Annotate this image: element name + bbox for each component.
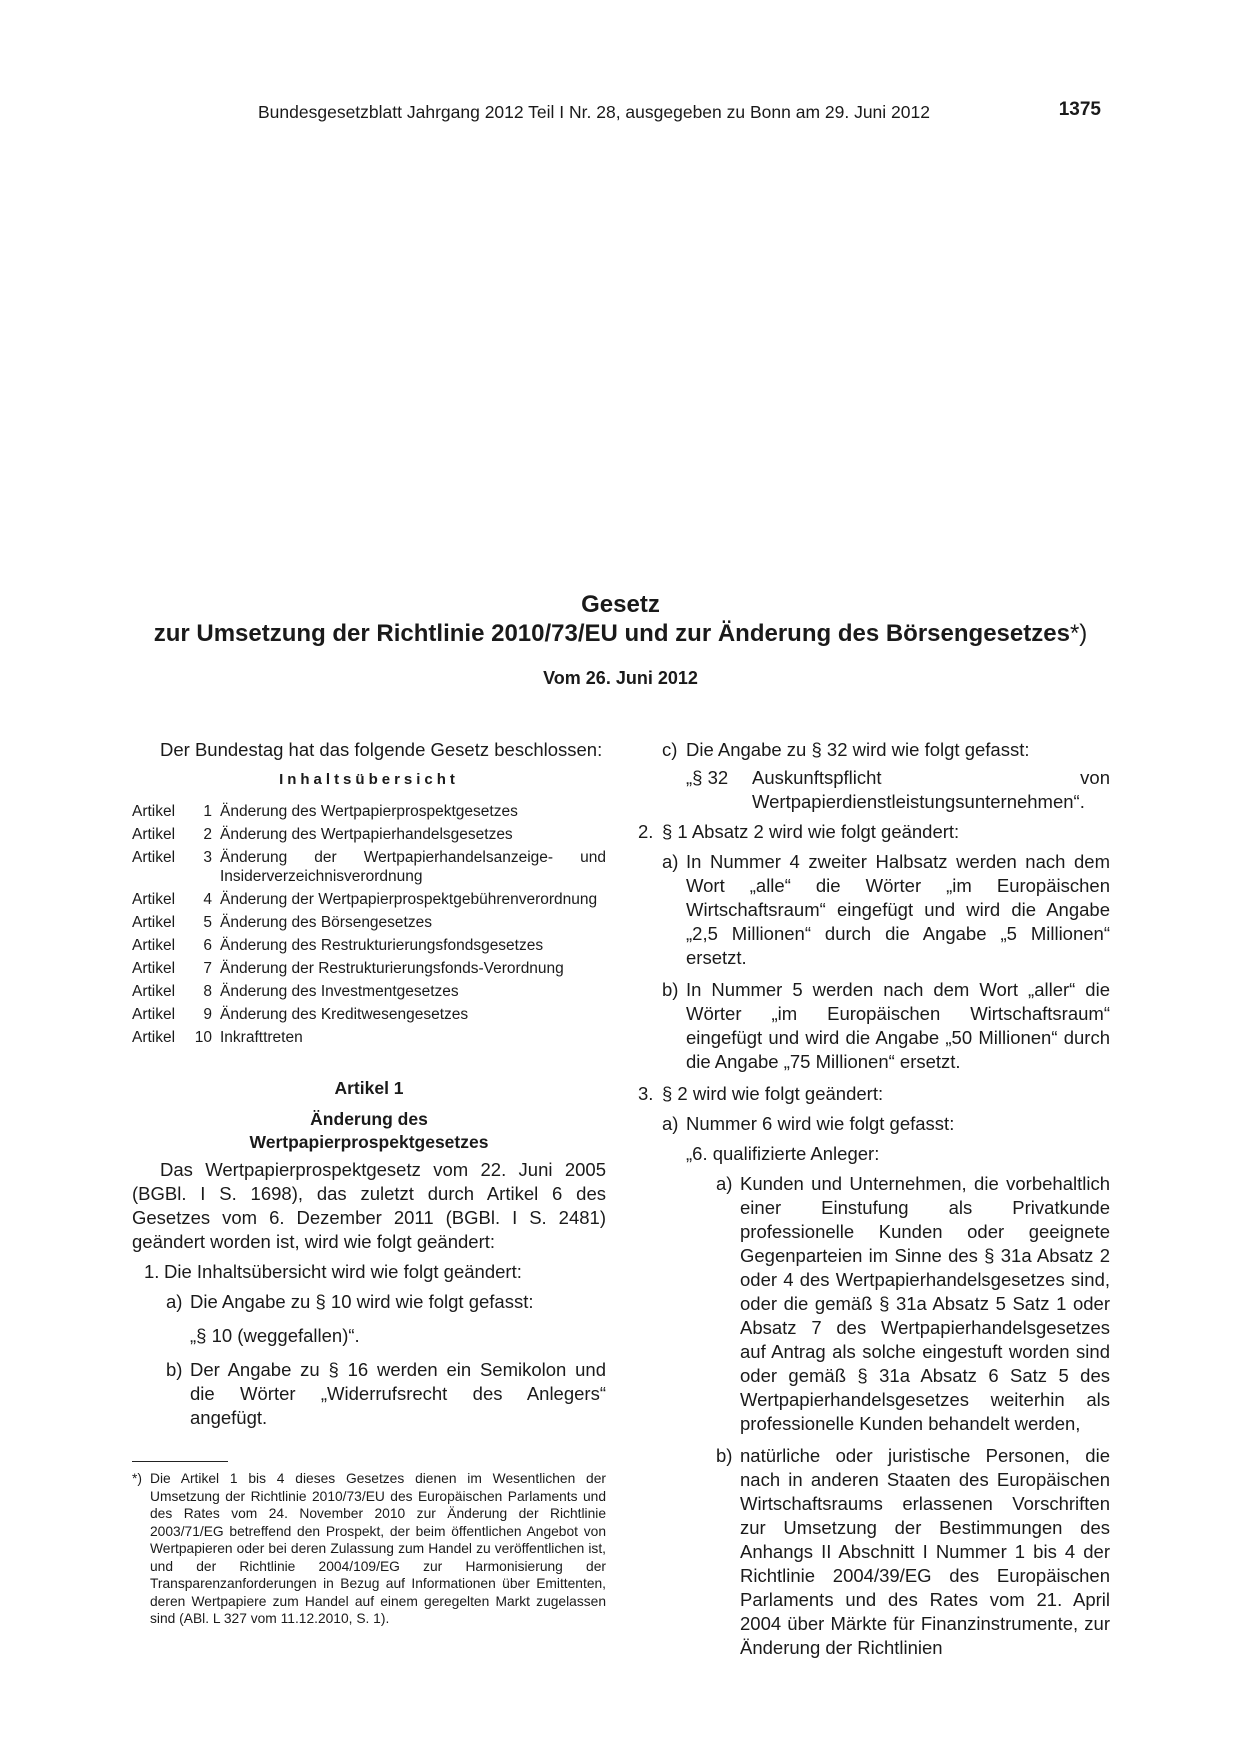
- toc-article-title: Änderung der Wertpapierhandelsanzeige- und Insiderverzeichnisverordnung: [220, 849, 606, 885]
- toc-article-label: Artikel: [132, 849, 176, 866]
- title-text: zur Umsetzung der Richtlinie 2010/73/EU und zur Änderung des Börsengesetzes: [153, 620, 1070, 647]
- list-text: § 1 Absatz 2 wird wie folgt geändert:: [662, 821, 960, 842]
- table-of-contents: [132, 802, 606, 1047]
- toc-article-number: 3: [203, 849, 212, 866]
- running-head: Bundesgesetzblatt Jahrgang 2012 Teil I Nr. 28, ausgegeben zu Bonn am 29. Juni 2012: [258, 102, 930, 122]
- toc-article-label: Artikel: [132, 960, 176, 977]
- toc-article-title: Änderung des Wertpapierprospektgesetzes: [220, 803, 518, 820]
- toc-article-number: 6: [203, 937, 212, 954]
- list-text: In Nummer 5 werden nach dem Wort „aller“ die Wörter „im Europäischen Wirtschaftsraum“ eingefügt und wird die Angabe „50 Millionen“ durch die Angabe „75 Millionen“ ersetzt.: [686, 979, 1110, 1072]
- quote-item: [636, 766, 1110, 814]
- toc-article-number: 10: [194, 1029, 212, 1046]
- list-text: natürliche oder juristische Personen, die nach in anderen Staaten des Europäischen Wirtschaftsraums erlassenen Vorschriften zur Umsetzung der Bestimmungen des Anhangs II Abschnitt I Nummer 1 bis 4 der Richtlinie 2004/39/EG des Europäischen Parlaments und des Rates vom 21. April 2004 über Märkte für Finanzinstrumente, zur Änderung der Richtlinien: [740, 1445, 1110, 1658]
- article1-subtitle-line2: Wertpapierprospektgesetzes: [249, 1132, 489, 1152]
- footnote-marker[interactable]: *): [1069, 620, 1088, 647]
- toc-row[interactable]: [132, 890, 606, 909]
- toc-article-title: Änderung des Börsengesetzes: [220, 914, 432, 931]
- list-item: [636, 1112, 1110, 1136]
- footnote-divider: [132, 1461, 228, 1462]
- intro-paragraph: Der Bundestag hat das folgende Gesetz beschlossen:: [160, 739, 603, 760]
- list-label: 3.: [638, 1083, 654, 1104]
- list-item: [132, 1290, 606, 1314]
- list-label: b): [716, 1445, 733, 1466]
- article1-subtitle-line1: Änderung des: [310, 1109, 428, 1129]
- toc-article-title: Inkrafttreten: [220, 1029, 303, 1046]
- list-item: [636, 738, 1110, 762]
- toc-article-title: Änderung des Investmentgesetzes: [220, 983, 459, 1000]
- list-text: In Nummer 4 zweiter Halbsatz werden nach dem Wort „alle“ die Wörter „im Europäischen Wirtschaftsraum“ eingefügt und wird die Angabe „2,5 Millionen“ durch die Angabe „5 Millionen“ ersetzt.: [686, 851, 1110, 968]
- list-label: c): [662, 739, 678, 760]
- toc-article-label: Artikel: [132, 891, 176, 908]
- toc-article-label: Artikel: [132, 1006, 176, 1023]
- toc-article-title: Änderung des Restrukturierungsfondsgesetzes: [220, 937, 544, 954]
- list-label: 1.: [144, 1261, 160, 1282]
- toc-article-number: 2: [203, 826, 212, 843]
- toc-article-number: 1: [203, 803, 212, 820]
- toc-row[interactable]: [132, 848, 606, 886]
- list-label: a): [662, 851, 679, 872]
- list-label: a): [662, 1113, 679, 1134]
- toc-article-label: Artikel: [132, 1029, 176, 1046]
- list-item: [636, 978, 1110, 1074]
- list-text: Nummer 6 wird wie folgt gefasst:: [686, 1113, 955, 1134]
- toc-article-label: Artikel: [132, 803, 176, 820]
- list-item: [132, 1260, 606, 1284]
- quote-section-title: Auskunftspflicht von Wertpapierdienstleistungsunternehmen“.: [752, 767, 1110, 812]
- list-label: a): [716, 1173, 733, 1194]
- quote-line: „6. qualifizierte Anleger:: [686, 1143, 880, 1164]
- toc-row[interactable]: [132, 913, 606, 932]
- list-text: Die Inhaltsübersicht wird wie folgt geändert:: [164, 1261, 522, 1282]
- list-text: Der Angabe zu § 16 werden ein Semikolon und die Wörter „Widerrufsrecht des Anlegers“ angefügt.: [190, 1359, 606, 1428]
- list-item: [636, 820, 1110, 844]
- list-text: § 2 wird wie folgt geändert:: [662, 1083, 884, 1104]
- right-column: [636, 738, 1110, 1660]
- article1-intro: Das Wertpapierprospektgesetz vom 22. Juni 2005 (BGBl. I S. 1698), das zuletzt durch Artikel 6 des Gesetzes vom 6. Dezember 2011 (BGBl. I S. 2481) geändert worden ist, wird wie folgt geändert:: [132, 1159, 606, 1252]
- toc-article-number: 5: [203, 914, 212, 931]
- toc-article-title: Änderung des Wertpapierhandelsgesetzes: [220, 826, 513, 843]
- footnote-label: *): [132, 1471, 142, 1486]
- toc-row[interactable]: [132, 982, 606, 1001]
- page-number: 1375: [1058, 99, 1101, 120]
- toc-article-title: Änderung der Restrukturierungsfonds-Verordnung: [220, 960, 564, 977]
- toc-heading: Inhaltsübersicht: [279, 771, 459, 788]
- title-line2: [120, 619, 1121, 648]
- date-line: Vom 26. Juni 2012: [543, 668, 698, 688]
- toc-article-label: Artikel: [132, 826, 176, 843]
- list-item: [132, 1358, 606, 1430]
- list-text: Die Angabe zu § 32 wird wie folgt gefasst:: [686, 739, 1030, 760]
- toc-row[interactable]: [132, 825, 606, 844]
- list-text: Kunden und Unternehmen, die vorbehaltlich einer Einstufung als Privatkunde professionelle Kunden oder geeignete Gegenparteien im Sinne des § 31a Absatz 2 oder 4 des Wertpapierhandelsgesetzes sind, oder die gemäß § 31a Absatz 5 Satz 1 oder Absatz 7 des Wertpapierhandelsgesetzes auf Antrag als solche eingestuft worden sind oder gemäß § 31a Absatz 6 Satz 5 des Wertpapierhandelsgesetzes weiterhin als professionelle Kunden behandelt werden,: [740, 1173, 1110, 1434]
- toc-row[interactable]: [132, 936, 606, 955]
- list-label: 2.: [638, 821, 654, 842]
- list-text: Die Angabe zu § 10 wird wie folgt gefasst:: [190, 1291, 534, 1312]
- list-item: [636, 1082, 1110, 1106]
- quote-section-number: „§ 32: [686, 767, 729, 788]
- list-label: b): [662, 979, 679, 1000]
- toc-row[interactable]: [132, 1028, 606, 1047]
- quote-line: „§ 10 (weggefallen)“.: [190, 1325, 360, 1346]
- toc-row[interactable]: [132, 802, 606, 821]
- footnote: [132, 1470, 606, 1628]
- title-block: [120, 590, 1121, 648]
- toc-article-label: Artikel: [132, 914, 176, 931]
- toc-row[interactable]: [132, 1005, 606, 1024]
- toc-article-title: Änderung des Kreditwesengesetzes: [220, 1006, 469, 1023]
- toc-article-number: 8: [203, 983, 212, 1000]
- toc-article-number: 7: [203, 960, 212, 977]
- title-line1: Gesetz: [581, 591, 660, 618]
- article1-heading: Artikel 1: [334, 1078, 404, 1098]
- list-label: a): [166, 1291, 183, 1312]
- list-item: [636, 1172, 1110, 1436]
- toc-article-title: Änderung der Wertpapierprospektgebührenverordnung: [220, 891, 598, 908]
- toc-article-number: 9: [203, 1006, 212, 1023]
- toc-article-label: Artikel: [132, 937, 176, 954]
- list-item: [636, 850, 1110, 970]
- toc-article-label: Artikel: [132, 983, 176, 1000]
- footnote-text: Die Artikel 1 bis 4 dieses Gesetzes dienen im Wesentlichen der Umsetzung der Richtlinie 2010/73/EU des Europäischen Parlaments und des Rates vom 24. November 2010 zur Änderung der Richtlinie 2003/71/EG betreffend den Prospekt, der beim öffentlichen Angebot von Wertpapieren oder bei deren Zulassung zum Handel zu veröffentlichen ist, und der Richtlinie 2004/109/EG zur Harmonisierung der Transparenzanforderungen in Bezug auf Informationen über Emittenten, deren Wertpapiere zum Handel auf einem geregelten Markt zugelassen sind (ABl. L 327 vom 11.12.2010, S. 1).: [150, 1471, 606, 1626]
- list-label: b): [166, 1359, 183, 1380]
- left-column: [132, 738, 606, 1430]
- list-item: [636, 1444, 1110, 1660]
- toc-article-number: 4: [203, 891, 212, 908]
- toc-row[interactable]: [132, 959, 606, 978]
